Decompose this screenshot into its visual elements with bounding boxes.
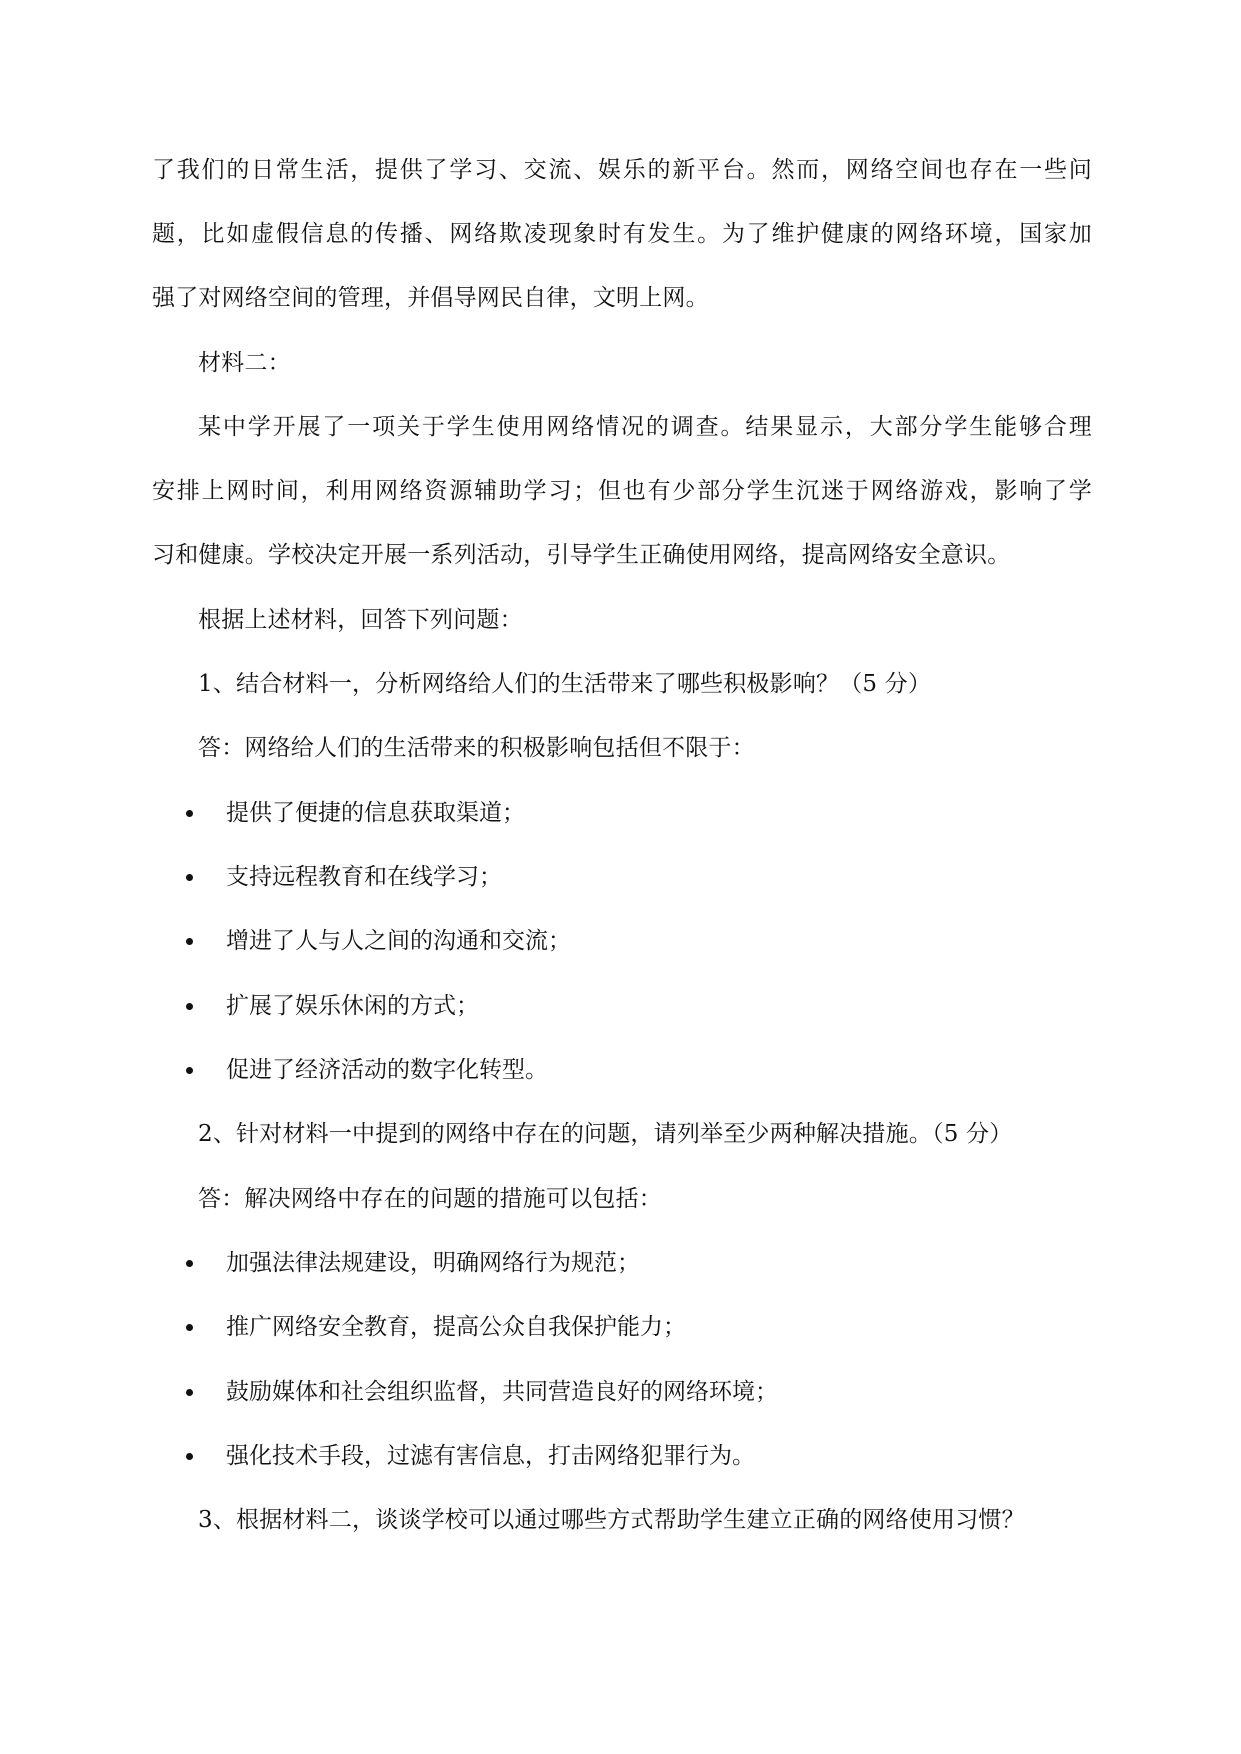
answer-1-item-text: 支持远程教育和在线学习；: [226, 864, 502, 890]
answer-2-item-text: 加强法律法规建设，明确网络行为规范；: [226, 1250, 640, 1276]
answer-1-item-text: 提供了便捷的信息获取渠道；: [226, 800, 525, 826]
bullet-icon: [186, 1453, 193, 1460]
paragraph1-line-2: 题，比如虚假信息的传播、网络欺凌现象时有发生。为了维护健康的网络环境，国家加: [152, 221, 1092, 247]
instruction-text: 根据上述材料，回答下列问题：: [198, 607, 523, 633]
bullet-icon: [186, 1067, 193, 1074]
answer-1-item-text: 促进了经济活动的数字化转型。: [226, 1057, 548, 1083]
answer-2-item-text: 推广网络安全教育，提高公众自我保护能力；: [226, 1314, 686, 1340]
paragraph1-line-1: 了我们的日常生活，提供了学习、交流、娱乐的新平台。然而，网络空间也存在一些问: [152, 157, 1092, 183]
answer-2-item-text: 鼓励媒体和社会组织监督，共同营造良好的网络环境；: [226, 1379, 778, 1405]
material2-heading: 材料二：: [198, 350, 291, 376]
bullet-icon: [186, 874, 193, 881]
answer-2-item-text: 强化技术手段，过滤有害信息，打击网络犯罪行为。: [226, 1443, 755, 1469]
paragraph2-line-2: 安排上网时间，利用网络资源辅助学习；但也有少部分学生沉迷于网络游戏，影响了学: [152, 478, 1092, 504]
bullet-icon: [186, 1389, 193, 1396]
bullet-icon: [186, 1260, 193, 1267]
question-2: 2、针对材料一中提到的网络中存在的问题，请列举至少两种解决措施。（5 分）: [198, 1121, 1013, 1147]
answer-2-intro: 答：解决网络中存在的问题的措施可以包括：: [198, 1186, 662, 1212]
answer-1-item-text: 扩展了娱乐休闲的方式；: [226, 993, 479, 1019]
question-1: 1、结合材料一，分析网络给人们的生活带来了哪些积极影响？（5 分）: [198, 671, 932, 697]
answer-1-intro: 答：网络给人们的生活带来的积极影响包括但不限于：: [198, 735, 755, 761]
paragraph1-line-3: 强了对网络空间的管理，并倡导网民自律，文明上网。: [152, 285, 709, 311]
paragraph2-line-1: 某中学开展了一项关于学生使用网络情况的调查。结果显示，大部分学生能够合理: [198, 414, 1092, 440]
bullet-icon: [186, 1003, 193, 1010]
bullet-icon: [186, 810, 193, 817]
bullet-icon: [186, 938, 193, 945]
paragraph2-line-3: 习和健康。学校决定开展一系列活动，引导学生正确使用网络，提高网络安全意识。: [152, 542, 1011, 568]
question-3: 3、根据材料二，谈谈学校可以通过哪些方式帮助学生建立正确的网络使用习惯？: [198, 1507, 1025, 1533]
answer-1-item-text: 增进了人与人之间的沟通和交流；: [226, 928, 571, 954]
bullet-icon: [186, 1324, 193, 1331]
